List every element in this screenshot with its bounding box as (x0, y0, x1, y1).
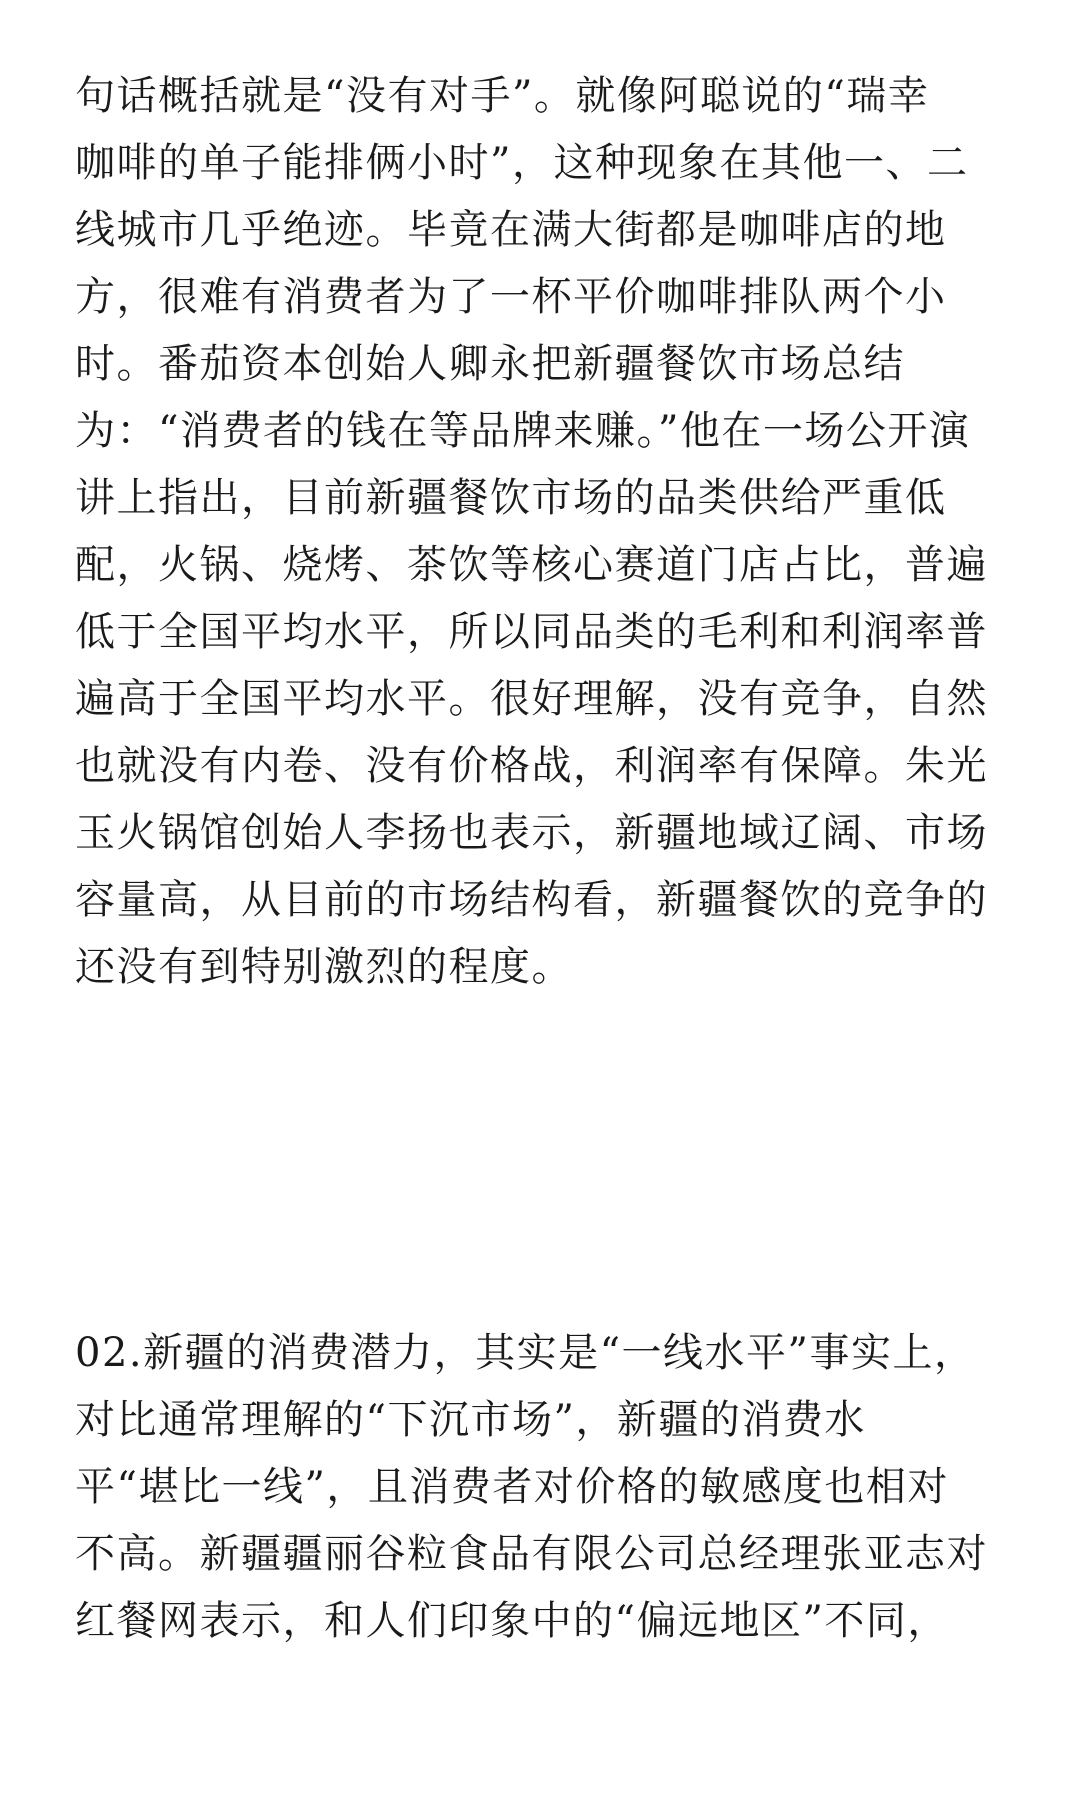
paragraph-line: 容量高，从目前的市场结构看，新疆餐饮的竞争的 (75, 877, 988, 923)
paragraph-line: 对比通常理解的“下沉市场”，新疆的消费水 (75, 1397, 866, 1443)
paragraph-line: 咖啡的单子能排俩小时”，这种现象在其他一、二 (75, 140, 969, 186)
paragraph-line: 玉火锅馆创始人李扬也表示，新疆地域辽阔、市场 (75, 810, 988, 856)
paragraph-line: 也就没有内卷、没有价格战，利润率有保障。朱光 (75, 743, 988, 789)
paragraph-line: 方，很难有消费者为了一杯平价咖啡排队两个小 (75, 274, 947, 320)
paragraph-line: 低于全国平均水平，所以同品类的毛利和利润率普 (75, 609, 988, 655)
paragraph-line: 还没有到特别激烈的程度。 (75, 944, 573, 990)
paragraph-line: 遍高于全国平均水平。很好理解，没有竞争，自然 (75, 676, 988, 722)
paragraph-line: 平“堪比一线”，且消费者对价格的敏感度也相对 (75, 1464, 949, 1510)
paragraph-line: 讲上指出，目前新疆餐饮市场的品类供给严重低 (75, 475, 947, 521)
paragraph-line: 句话概括就是“没有对手”。就像阿聪说的“瑞幸 (75, 73, 930, 119)
paragraph-line: 线城市几乎绝迹。毕竟在满大街都是咖啡店的地 (75, 207, 947, 253)
section-heading-line: 02.新疆的消费潜力，其实是“一线水平”事实上， (75, 1330, 976, 1376)
paragraph-line: 红餐网表示，和人们印象中的“偏远地区”不同， (75, 1598, 949, 1644)
paragraph-line: 不高。新疆疆丽谷粒食品有限公司总经理张亚志对 (75, 1531, 988, 1577)
paragraph-line: 配，火锅、烧烤、茶饮等核心赛道门店占比，普遍 (75, 542, 988, 588)
paragraph-line: 时。番茄资本创始人卿永把新疆餐饮市场总结 (75, 341, 905, 387)
paragraph-line: 为：“消费者的钱在等品牌来赚。”他在一场公开演 (75, 408, 971, 454)
